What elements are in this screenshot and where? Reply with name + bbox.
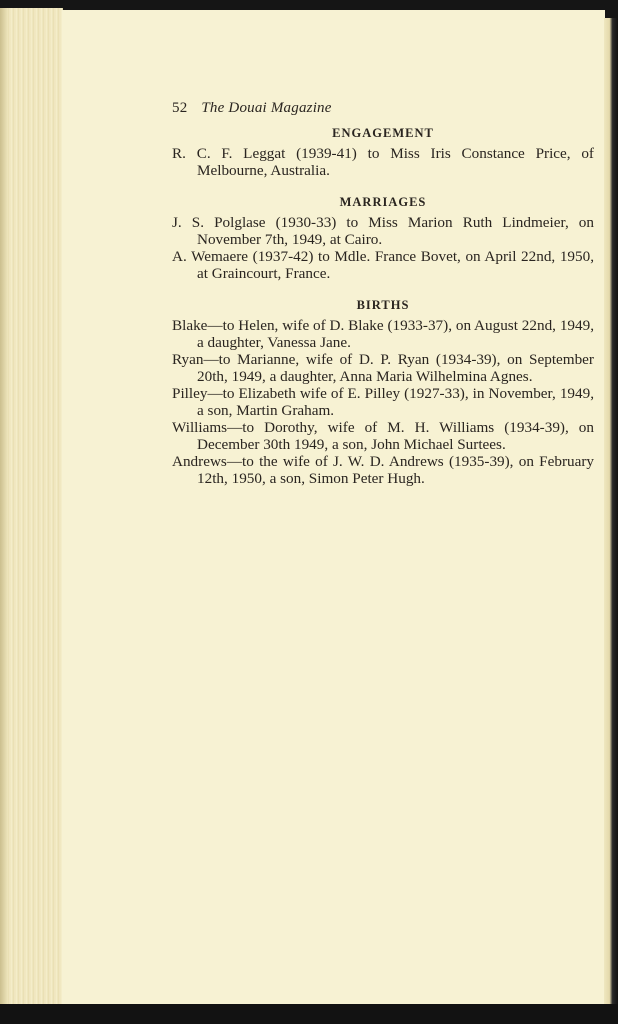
page-edges — [0, 8, 63, 1006]
list-item: Andrews—to the wife of J. W. D. Andrews (1935-39), on February 12th, 1950, a son, Simon Peter Hugh. — [172, 453, 594, 487]
section-engagement — [172, 125, 594, 179]
page-number: 52 — [172, 100, 188, 116]
section-births — [172, 297, 594, 487]
magazine-title: The Douai Magazine — [201, 100, 332, 116]
list-item: Blake—to Helen, wife of D. Blake (1933-37), on August 22nd, 1949, a daughter, Vanessa Jane. — [172, 317, 594, 351]
page-text — [172, 100, 594, 502]
list-item: R. C. F. Leggat (1939-41) to Miss Iris Constance Price, of Melbourne, Australia. — [172, 145, 594, 179]
list-item: Ryan—to Marianne, wife of D. P. Ryan (1934-39), on September 20th, 1949, a daughter, Anna Maria Wilhelmina Agnes. — [172, 351, 594, 385]
section-heading: BIRTHS — [356, 298, 410, 312]
bottom-shadow — [0, 1004, 618, 1024]
section-heading: ENGAGEMENT — [332, 126, 434, 140]
running-head — [172, 100, 594, 117]
section-heading: MARRIAGES — [339, 195, 427, 209]
list-item: A. Wemaere (1937-42) to Mdle. France Bovet, on April 22nd, 1950, at Graincourt, France. — [172, 248, 594, 282]
list-item: Pilley—to Elizabeth wife of E. Pilley (1927-33), in November, 1949, a son, Martin Graham. — [172, 385, 594, 419]
list-item: J. S. Polglase (1930-33) to Miss Marion Ruth Lindmeier, on November 7th, 1949, at Cairo. — [172, 214, 594, 248]
list-item: Williams—to Dorothy, wife of M. H. Williams (1934-39), on December 30th 1949, a son, John Michael Surtees. — [172, 419, 594, 453]
page-right-edge — [604, 18, 618, 1008]
section-marriages — [172, 194, 594, 282]
